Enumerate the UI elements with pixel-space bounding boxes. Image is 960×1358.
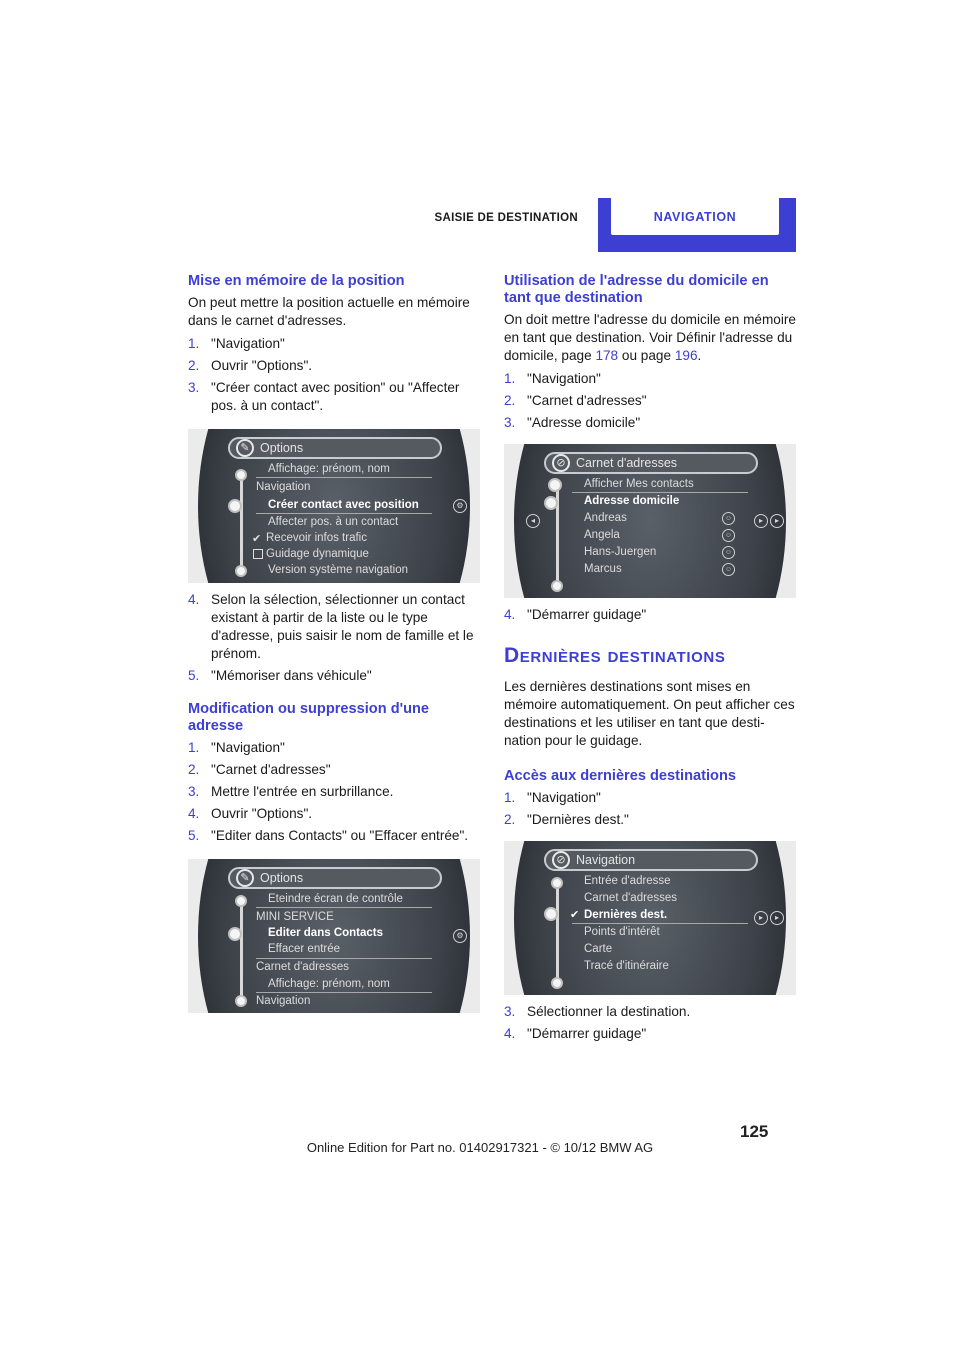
step-item [504,789,798,807]
step-text: Ouvrir "Options". [211,358,313,373]
rail-knob-top [235,469,247,481]
contact-item: Marcus [584,563,622,575]
page-link-178[interactable]: 178 [595,348,619,363]
step-item [188,357,482,375]
step-text: "Editer dans Contacts" ou "Effacer entrée". [211,828,469,843]
footer-edition: Online Edition for Part no. 01402917321 - © 10/12 BMW AG [306,1140,654,1155]
menu-item: Affecter pos. à un contact [268,516,399,528]
right-arrow-icon: ⚙ [453,499,467,513]
step-number: 3. [504,1004,516,1019]
menu-item-selected: Editer dans Contacts [268,927,384,939]
step-item [188,783,482,801]
step-text: Selon la sélection, sélectionner un contact existant à partir de la liste ou le type d'adresse, puis saisir le nom de famille et le prénom. [211,592,474,661]
contact-icon: ☺ [722,512,735,525]
chapter-tab-label: NAVIGATION [653,210,737,224]
step-text: "Démarrer guidage" [527,1026,647,1041]
menu-item-checkbox: Guidage dynamique [266,548,369,560]
step-item [188,335,482,353]
menu-divider [572,492,748,493]
page-link-196[interactable]: 196 [674,348,698,363]
step-text: Mettre l'entrée en surbrillance. [211,784,394,799]
checkbox-icon [253,549,263,559]
step-text: "Adresse domicile" [527,415,641,430]
menu-item: Affichage: prénom, nom [268,463,390,475]
rail-knob-selected [228,927,242,941]
step-text: "Mémoriser dans véhicule" [211,668,372,683]
selection-rail [240,903,243,1001]
menu-item: Afficher Mes contacts [584,478,694,490]
step-text: "Navigation" [211,336,285,351]
menu-divider [256,907,432,908]
text-run: On doit mettre l'adresse du domicile en mémoire en tant que destination. Voir Définir l'adresse du domicile, page [504,312,796,363]
rail-knob-selected [228,499,242,513]
menu-item-selected: Dernières dest. [584,909,668,921]
menu-item-selected: Créer contact avec position [268,499,419,511]
rail-knob-top [548,478,562,492]
step-number: 5. [188,828,200,843]
menu-section: Carnet d'adresses [256,961,349,973]
left-column [188,273,482,1021]
step-number: 4. [504,1026,516,1041]
screen-title: Navigation [576,853,636,867]
contact-item: Angela [584,529,620,541]
chapter-tab-inner [611,198,779,235]
rail-knob-bottom [551,977,563,989]
right-column [504,273,798,1047]
screen-title: Options [260,871,304,885]
step-number: 2. [188,762,200,777]
contact-icon: ☺ [722,529,735,542]
rail-knob-selected [544,496,558,510]
step-number: 4. [188,592,200,607]
heading-home-address: Utilisation de l'adresse du domicile en tant que destination [504,273,769,306]
step-item [504,392,798,410]
paragraph-save-position: On peut mettre la position actuelle en mémoire dans le carnet d'adresses. [188,295,470,328]
menu-item-checkbox: Recevoir infos trafic [266,532,367,544]
menu-item: Version système navigation [268,564,408,576]
rail-knob-top [551,877,563,889]
step-number: 2. [504,393,516,408]
heading-save-position: Mise en mémoire de la position [188,273,405,289]
step-text: "Dernières dest." [527,812,629,827]
menu-section: Navigation [256,995,311,1007]
menu-item: Entrée d'adresse [584,875,671,887]
contact-icon: ☺ [722,546,735,559]
right-arrow-icon: ▸ [754,911,768,925]
menu-item: Effacer entrée [268,943,341,955]
rail-knob-selected [544,907,558,921]
step-item [188,739,482,757]
right-double-arrow-icon: ▸ [770,911,784,925]
left-arrow-icon: ◂ [526,514,540,528]
step-item [188,379,482,415]
menu-item: Tracé d'itinéraire [584,960,669,972]
step-text: "Carnet d'adresses" [211,762,331,777]
chapter-tab [598,198,796,252]
contact-item: Andreas [584,512,627,524]
heading-last-destinations: Dernières destinations [504,644,726,667]
right-arrow-icon: ▸ [754,514,768,528]
page-number: 125 [740,1122,769,1141]
step-item [188,591,482,663]
heading-modify-address: Modification ou suppression d'une adresse [188,701,430,734]
step-text: "Créer contact avec position" ou "Affecter pos. à un contact". [211,380,460,413]
step-item [504,606,798,624]
paragraph-last-destinations: Les dernières destinations sont mises en mémoire automatiquement. On peut afficher ces destinations et les utiliser en tant que desti-nation pour le guidage. [504,679,795,748]
step-item [188,761,482,779]
step-number: 2. [504,812,516,827]
screenshot-options-menu-position [188,429,480,583]
step-text: "Navigation" [527,790,601,805]
step-number: 1. [504,790,516,805]
selection-rail [240,473,243,571]
options-icon: ✎ [236,439,254,457]
step-number: 4. [188,806,200,821]
step-item [188,827,482,845]
heading-access-last-destinations: Accès aux dernières destinations [504,768,736,784]
screenshot-address-book [504,444,796,598]
checkmark-icon: ✔ [252,533,262,545]
step-number: 1. [504,371,516,386]
menu-divider [256,477,432,478]
paragraph-home-address [504,311,798,365]
step-text: "Carnet d'adresses" [527,393,647,408]
rail-knob-bottom [235,565,247,577]
screenshot-navigation-menu [504,841,796,995]
screen-title: Carnet d'adresses [576,456,678,470]
step-item [504,414,798,432]
rail-knob-bottom [551,580,563,592]
running-header-section: SAISIE DE DESTINATION [434,212,578,224]
step-item [504,370,798,388]
menu-section: Navigation [256,481,311,493]
right-double-arrow-icon: ▸ [770,514,784,528]
navigation-icon: ⊘ [552,851,570,869]
selection-rail [556,885,559,983]
checkmark-icon: ✔ [570,909,580,921]
text-run: . [697,348,702,363]
menu-item: Affichage: prénom, nom [268,978,390,990]
step-item [504,811,798,829]
step-text: Ouvrir "Options". [211,806,313,821]
step-number: 3. [188,380,200,395]
contact-item: Hans-Juergen [584,546,657,558]
menu-item: Carte [584,943,613,955]
menu-item: Eteindre écran de contrôle [268,893,403,905]
menu-item-selected: Adresse domicile [584,495,680,507]
step-number: 4. [504,607,516,622]
step-number: 3. [504,415,516,430]
step-number: 1. [188,336,200,351]
text-run: ou page [618,348,675,363]
step-item [504,1003,798,1021]
screen-title: Options [260,441,304,455]
step-number: 1. [188,740,200,755]
rail-knob-bottom [235,995,247,1007]
options-icon: ✎ [236,869,254,887]
contact-icon: ☺ [722,563,735,576]
menu-item: Carnet d'adresses [584,892,677,904]
step-item [188,667,482,685]
step-text: "Navigation" [527,371,601,386]
right-arrow-icon: ⚙ [453,929,467,943]
step-item [504,1025,798,1043]
step-number: 3. [188,784,200,799]
rail-knob-top [235,895,247,907]
step-number: 5. [188,668,200,683]
step-number: 2. [188,358,200,373]
step-text: Sélectionner la destination. [527,1004,691,1019]
menu-section: MINI SERVICE [256,911,334,923]
navigation-icon: ⊘ [552,454,570,472]
step-text: "Navigation" [211,740,285,755]
step-text: "Démarrer guidage" [527,607,647,622]
menu-item: Points d'intérêt [584,926,660,938]
screenshot-options-menu-edit [188,859,480,1013]
step-item [188,805,482,823]
